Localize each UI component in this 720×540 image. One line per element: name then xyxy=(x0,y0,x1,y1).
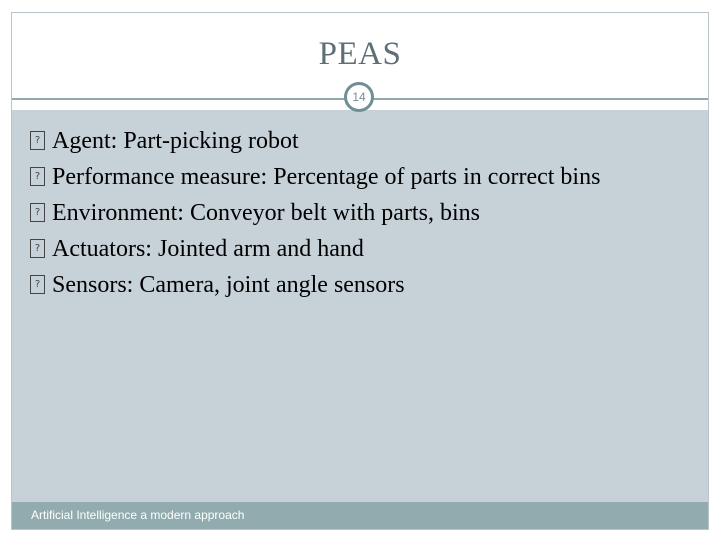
bullet-text: Sensors: Camera, joint angle sensors xyxy=(52,272,405,298)
missing-glyph-box-icon: ? xyxy=(30,167,45,186)
missing-glyph-box-icon: ? xyxy=(30,239,45,258)
bullet-text: Agent: Part-picking robot xyxy=(52,128,299,154)
missing-glyph-box-icon: ? xyxy=(30,203,45,222)
bullet-text: Performance measure: Percentage of parts in correct bins xyxy=(52,164,601,190)
bullet-text: Environment: Conveyor belt with parts, bins xyxy=(52,200,480,226)
bullet-item-environment xyxy=(30,195,690,231)
footer-text: Artificial Intelligence a modern approach xyxy=(31,508,245,522)
bullet-item-actuators xyxy=(30,231,690,267)
bullet-item-agent xyxy=(30,123,690,159)
slide-title: PEAS xyxy=(318,36,402,72)
bullet-item-sensors xyxy=(30,267,690,303)
slide-number-badge: 14 xyxy=(344,82,374,112)
missing-glyph-box-icon: ? xyxy=(30,275,45,294)
bullet-list xyxy=(30,123,690,303)
bullet-item-performance-measure xyxy=(30,159,690,195)
bullet-text: Actuators: Jointed arm and hand xyxy=(52,236,364,262)
missing-glyph-box-icon: ? xyxy=(30,131,45,150)
